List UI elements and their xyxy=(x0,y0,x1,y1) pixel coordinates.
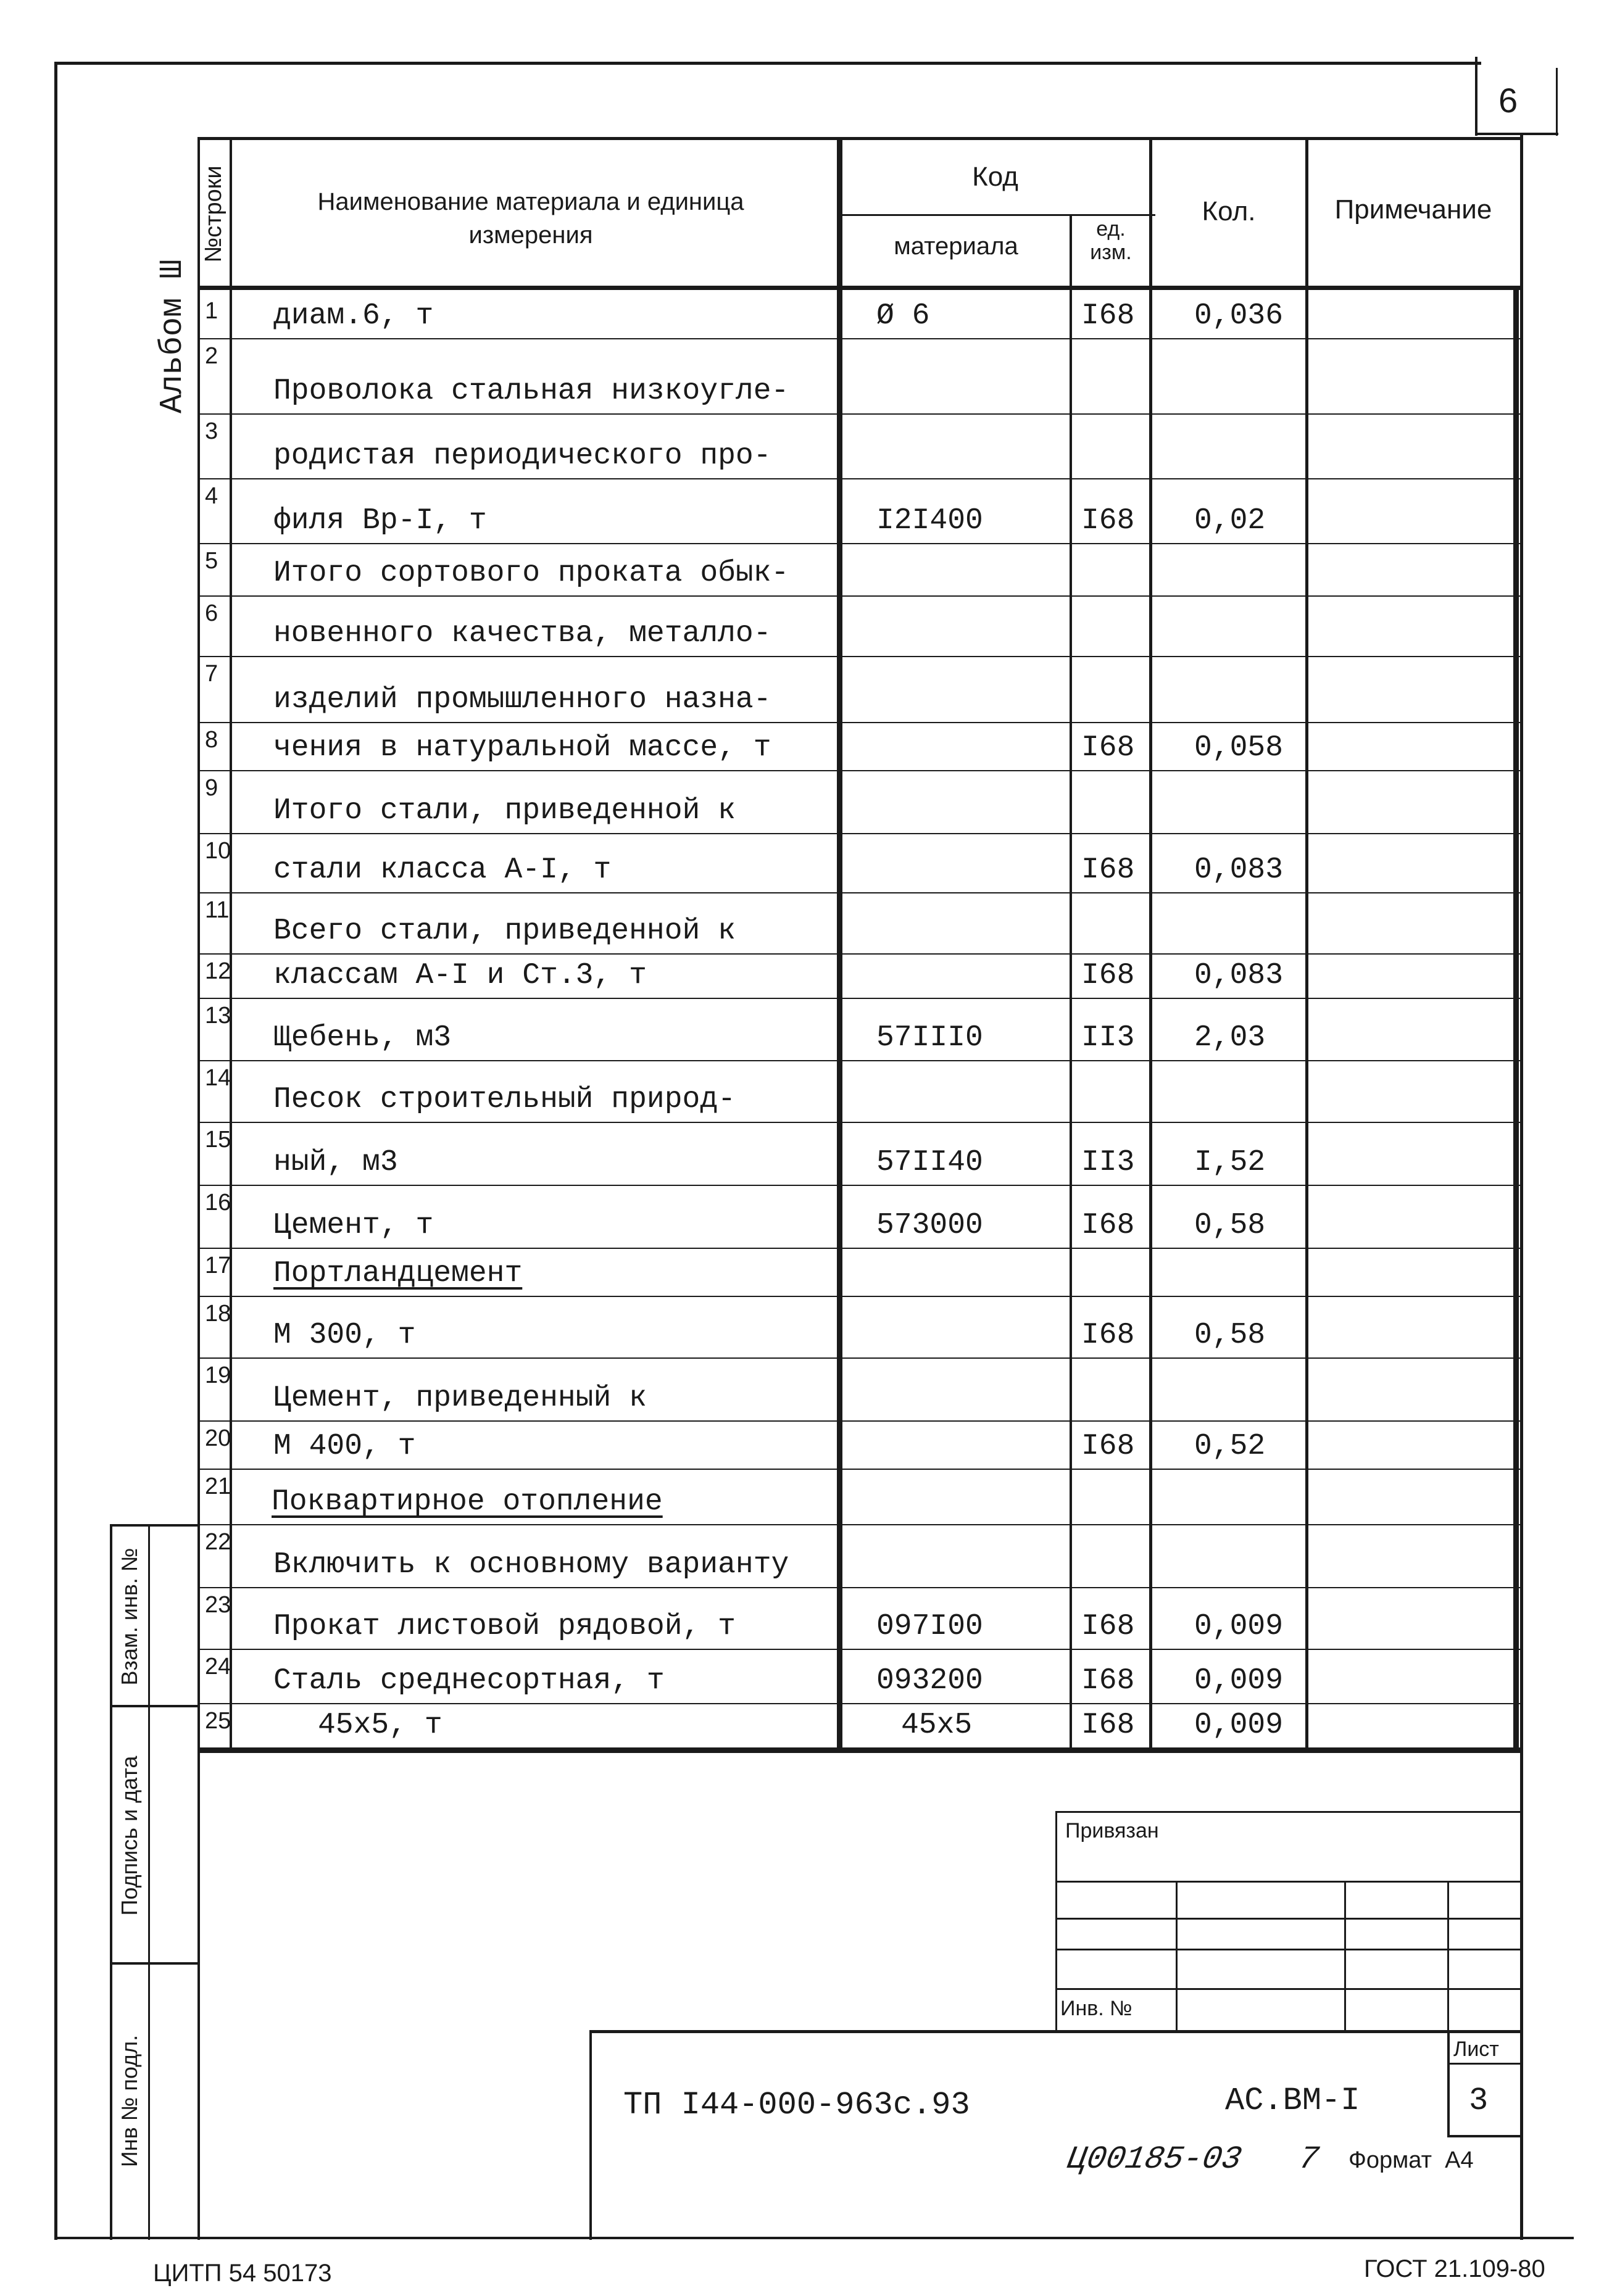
row-divider xyxy=(197,1587,1523,1588)
row-quantity: 0,009 xyxy=(1194,1709,1284,1742)
frame-bottom xyxy=(54,2237,1574,2239)
row-unit-code: I68 xyxy=(1081,1430,1135,1463)
row-name: Всего стали, приведенной к xyxy=(273,914,736,948)
col-code-right xyxy=(1070,214,1072,1751)
col-note-inner xyxy=(1513,286,1519,1751)
doc-code: ТП I44-000-963с.93 xyxy=(623,2087,970,2123)
row-number: 7 xyxy=(205,661,218,687)
format-label: Формат А4 xyxy=(1348,2147,1474,2173)
row-quantity: 0,036 xyxy=(1194,299,1284,333)
privyazan-top xyxy=(1055,1811,1523,1813)
header-code: Код xyxy=(972,162,1018,192)
row-number: 1 xyxy=(205,298,218,324)
frame-left xyxy=(54,62,57,2240)
header-divider-code xyxy=(839,214,1155,216)
row-divider xyxy=(197,1060,1523,1061)
row-name: новенного качества, металло- xyxy=(273,617,771,650)
row-name: М 300, т xyxy=(273,1319,416,1352)
row-number: 15 xyxy=(205,1127,231,1153)
row-divider xyxy=(197,478,1523,479)
header-material: материала xyxy=(894,233,1018,260)
sheet-number-top: 6 xyxy=(1498,81,1518,120)
row-material-code: 573000 xyxy=(876,1209,983,1242)
row-unit-code: II3 xyxy=(1081,1021,1135,1055)
stamp-grid-h2 xyxy=(1055,1918,1523,1920)
side-stamp-vzam: Взам. инв. № xyxy=(117,1548,142,1686)
privyazan-label: Привязан xyxy=(1065,1819,1159,1842)
stamp-grid-v2 xyxy=(1344,1881,1346,2033)
inv-no-label: Инв. № xyxy=(1060,1997,1132,2020)
row-name: 45х5, т xyxy=(318,1709,443,1742)
stamp-grid-v1 xyxy=(1176,1881,1178,2033)
row-number: 8 xyxy=(205,727,218,753)
sheet-cell-bottom xyxy=(1447,2135,1523,2137)
row-number: 5 xyxy=(205,548,218,574)
row-number: 13 xyxy=(205,1003,231,1029)
row-name: диам.6, т xyxy=(273,299,434,333)
row-name: Итого стали, приведенной к xyxy=(273,794,736,827)
col-unit-right xyxy=(1149,137,1152,1751)
privyazan-left xyxy=(1055,1811,1057,2033)
row-quantity: 0,58 xyxy=(1194,1319,1266,1352)
header-unit-code: ед. изм. xyxy=(1090,217,1132,264)
side-stamp-inv-podl: Инв № подл. xyxy=(117,2034,142,2168)
frame-right xyxy=(1520,133,1523,2240)
row-number: 18 xyxy=(205,1301,231,1327)
row-divider xyxy=(197,413,1523,415)
row-divider xyxy=(197,656,1523,657)
row-divider xyxy=(197,833,1523,834)
handwritten-number: Ц00185-03 7 xyxy=(1064,2141,1321,2178)
stamp-grid-h4 xyxy=(1055,1988,1523,1990)
row-unit-code: I68 xyxy=(1081,1610,1135,1643)
row-number: 3 xyxy=(205,418,218,444)
row-unit-code: I68 xyxy=(1081,959,1135,992)
row-name: Итого сортового проката обык- xyxy=(273,557,789,590)
header-row-no: №строки xyxy=(201,165,226,263)
row-name: классам А-I и Ст.3, т xyxy=(273,959,647,992)
row-quantity: 0,083 xyxy=(1194,959,1284,992)
row-number: 2 xyxy=(205,343,218,369)
row-number: 12 xyxy=(205,958,231,984)
col-rowno-left xyxy=(197,137,200,2240)
row-divider xyxy=(197,1248,1523,1249)
row-divider xyxy=(197,1296,1523,1297)
row-divider xyxy=(197,595,1523,597)
row-material-code: 093200 xyxy=(876,1664,983,1697)
row-number: 24 xyxy=(205,1654,231,1680)
header-note: Примечание xyxy=(1334,194,1492,225)
footer-left: ЦИТП 54 50173 xyxy=(153,2260,332,2287)
header-name: Наименование материала и единица измерения xyxy=(317,188,744,249)
sheet-value: 3 xyxy=(1469,2083,1489,2119)
row-number: 21 xyxy=(205,1473,231,1499)
row-unit-code: I68 xyxy=(1081,1209,1135,1242)
row-name: Прокат листовой рядовой, т xyxy=(273,1610,736,1643)
row-material-code: 45х5 xyxy=(901,1709,973,1742)
row-material-code: 57II40 xyxy=(876,1146,983,1179)
row-number: 20 xyxy=(205,1425,231,1451)
row-divider xyxy=(197,892,1523,893)
doc-mark: АС.ВМ-I xyxy=(1225,2083,1360,2119)
album-label: Альбом Ш xyxy=(154,259,191,413)
sheet-box-right xyxy=(1556,68,1558,136)
row-quantity: 0,058 xyxy=(1194,731,1284,765)
row-unit-code: I68 xyxy=(1081,504,1135,537)
row-quantity: 0,009 xyxy=(1194,1664,1284,1697)
titleblock-top xyxy=(589,2030,1523,2033)
row-number: 22 xyxy=(205,1529,231,1555)
row-unit-code: I68 xyxy=(1081,1709,1135,1742)
row-name: Песок строительный природ- xyxy=(273,1083,736,1116)
row-name: Цемент, приведенный к xyxy=(273,1382,647,1415)
row-name: филя Вр-I, т xyxy=(273,504,487,537)
stamp-grid-v3 xyxy=(1447,1881,1449,2033)
sheet-label: Лист xyxy=(1453,2037,1499,2061)
header-bottom-border xyxy=(197,286,1523,290)
row-divider xyxy=(197,998,1523,999)
row-name: чения в натуральной массе, т xyxy=(273,731,771,765)
row-number: 23 xyxy=(205,1592,231,1618)
titleblock-left xyxy=(589,2030,592,2240)
row-name: Портландцемент xyxy=(273,1257,523,1290)
row-number: 4 xyxy=(205,483,218,509)
row-number: 14 xyxy=(205,1065,231,1091)
row-name: М 400, т xyxy=(273,1430,416,1463)
side-stamp-podpis: Подпись и дата xyxy=(117,1755,142,1916)
stamp-grid-h3 xyxy=(1055,1949,1523,1950)
row-divider xyxy=(197,1357,1523,1359)
row-name: Сталь среднесортная, т xyxy=(273,1664,665,1697)
row-divider xyxy=(197,1420,1523,1422)
row-divider xyxy=(197,722,1523,723)
row-quantity: 0,083 xyxy=(1194,853,1284,887)
row-number: 11 xyxy=(205,897,230,923)
row-divider xyxy=(197,338,1523,339)
footer-right: ГОСТ 21.109-80 xyxy=(1364,2255,1545,2282)
row-number: 9 xyxy=(205,775,218,801)
row-number: 19 xyxy=(205,1362,231,1388)
header-qty: Кол. xyxy=(1202,196,1256,226)
frame-top xyxy=(54,62,1481,65)
row-divider xyxy=(197,953,1523,955)
col-qty-right xyxy=(1305,137,1308,1751)
row-divider xyxy=(197,1185,1523,1186)
table-bottom-border xyxy=(197,1747,1523,1753)
row-material-code: Ø 6 xyxy=(876,299,930,333)
row-number: 17 xyxy=(205,1253,231,1279)
sheet-box-bottom xyxy=(1475,133,1558,135)
row-unit-code: I68 xyxy=(1081,1664,1135,1697)
row-unit-code: II3 xyxy=(1081,1146,1135,1179)
row-divider xyxy=(197,1649,1523,1650)
row-divider xyxy=(197,1469,1523,1470)
sheet-cell-left xyxy=(1447,2030,1450,2136)
side-stamp-inner xyxy=(148,1524,150,2240)
row-number: 6 xyxy=(205,600,218,626)
row-name: изделий промышленного назна- xyxy=(273,683,771,716)
row-quantity: 0,58 xyxy=(1194,1209,1266,1242)
row-name: Поквартирное отопление xyxy=(272,1485,663,1519)
row-name: Щебень, м3 xyxy=(273,1021,452,1055)
row-quantity: I,52 xyxy=(1194,1146,1266,1179)
table-top-border xyxy=(197,137,1523,140)
col-rowno-right xyxy=(230,137,232,1751)
row-quantity: 0,52 xyxy=(1194,1430,1266,1463)
stamp-grid-h1 xyxy=(1055,1881,1523,1883)
row-quantity: 0,009 xyxy=(1194,1610,1284,1643)
row-unit-code: I68 xyxy=(1081,731,1135,765)
sheet-cell-divider xyxy=(1447,2063,1523,2065)
side-stamp-div2 xyxy=(110,1962,199,1965)
sheet-box-left xyxy=(1475,57,1477,136)
row-number: 10 xyxy=(205,838,231,864)
row-divider xyxy=(197,1524,1523,1525)
row-material-code: 097I00 xyxy=(876,1610,983,1643)
row-name: Цемент, т xyxy=(273,1209,434,1242)
row-divider xyxy=(197,543,1523,544)
row-material-code: I2I400 xyxy=(876,504,983,537)
row-divider xyxy=(197,770,1523,771)
row-divider xyxy=(197,1703,1523,1704)
row-name: стали класса А-I, т xyxy=(273,853,612,887)
row-name: родистая периодического про- xyxy=(273,439,771,473)
row-unit-code: I68 xyxy=(1081,853,1135,887)
row-divider xyxy=(197,1122,1523,1123)
row-number: 16 xyxy=(205,1190,231,1216)
row-name: Включить к основному варианту xyxy=(273,1548,789,1581)
row-unit-code: I68 xyxy=(1081,1319,1135,1352)
row-unit-code: I68 xyxy=(1081,299,1135,333)
row-name: Проволока стальная низкоугле- xyxy=(273,375,789,408)
col-name-right xyxy=(837,137,842,1751)
row-quantity: 0,02 xyxy=(1194,504,1266,537)
side-stamp-left xyxy=(110,1524,112,2240)
row-material-code: 57III0 xyxy=(876,1021,983,1055)
row-quantity: 2,03 xyxy=(1194,1021,1266,1055)
row-name: ный, м3 xyxy=(273,1146,398,1179)
row-number: 25 xyxy=(205,1708,231,1734)
